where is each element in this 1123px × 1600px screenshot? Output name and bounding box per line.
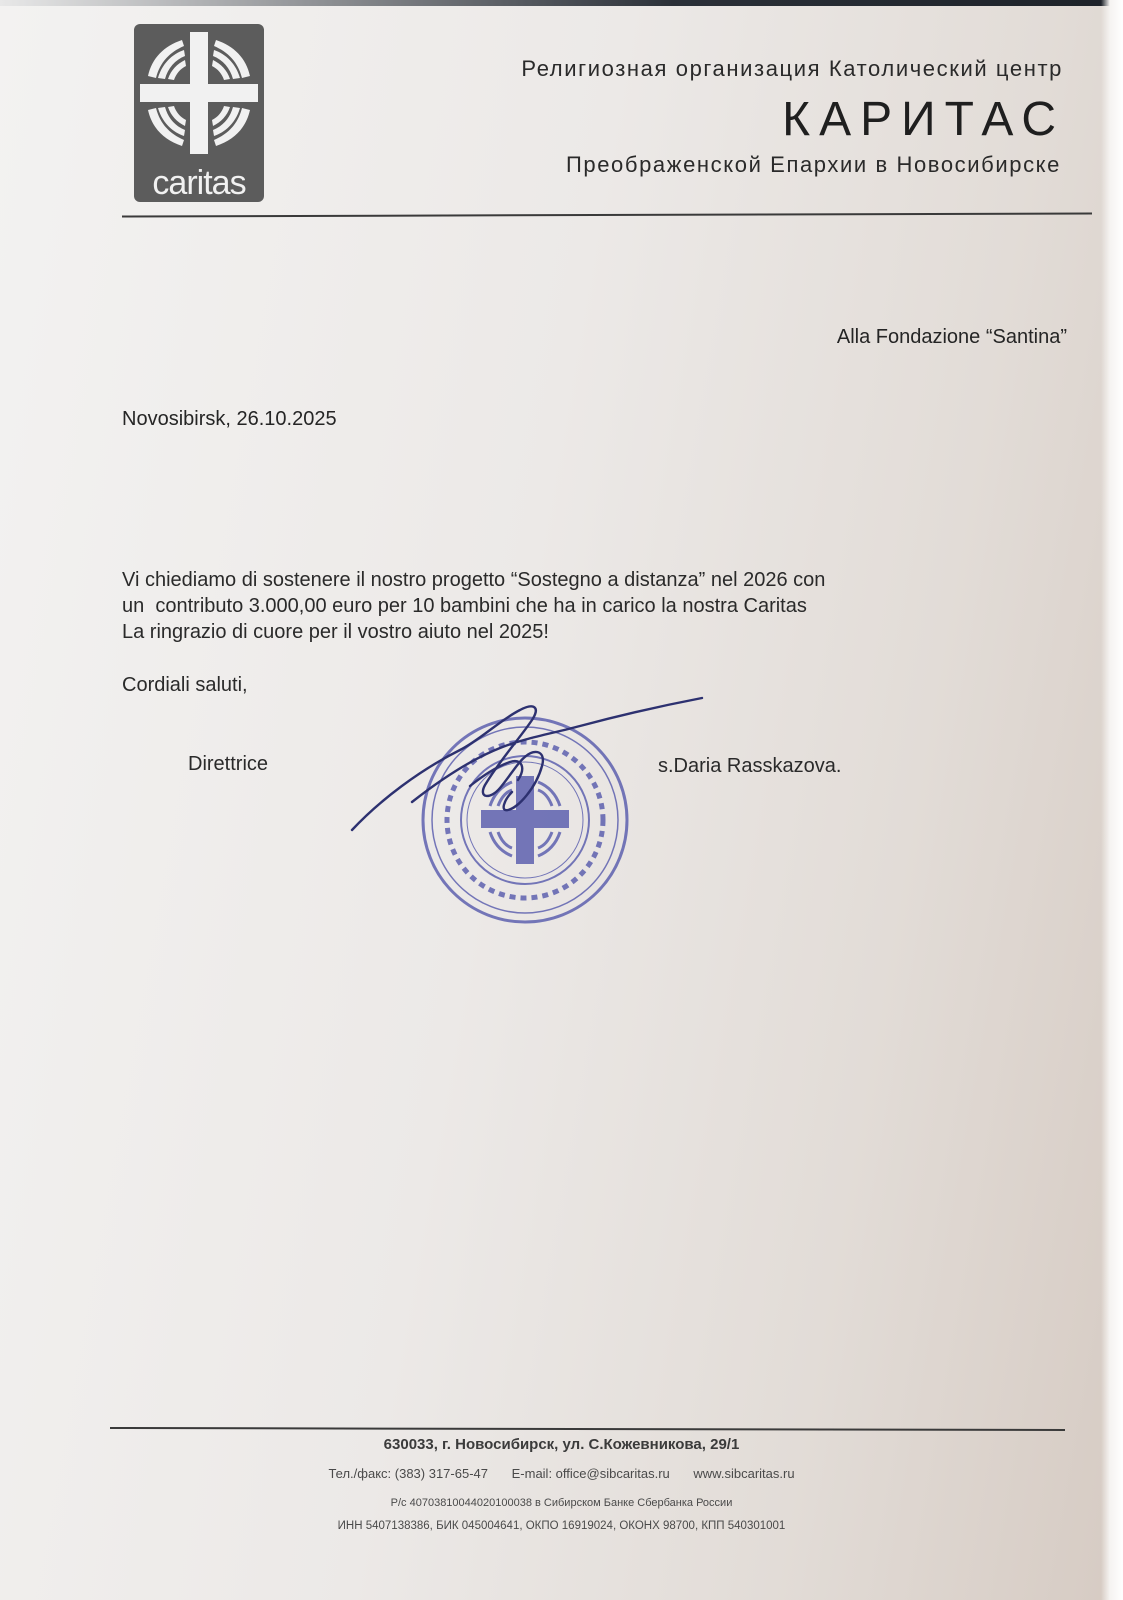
letter-date: Novosibirsk, 26.10.2025 — [122, 408, 337, 430]
seal-stamp — [350, 690, 720, 940]
letter-body — [122, 567, 825, 645]
footer-email: E-mail: office@sibcaritas.ru — [511, 1466, 670, 1481]
caritas-cross-icon — [134, 24, 264, 164]
organization-type: Религиозная организация Католический центр — [521, 56, 1063, 81]
footer-phone: Тел./факс: (383) 317-65-47 — [328, 1466, 488, 1481]
body-line: Vi chiediamo di sostenere il nostro progetto “Sostegno a distanza” nel 2026 con — [122, 569, 826, 591]
footer-registration-ids: ИНН 5407138386, БИК 045004641, ОКПО 16919024, ОКОНХ 98700, КПП 540301001 — [337, 1520, 786, 1532]
header-divider — [122, 212, 1092, 217]
footer-bank-account: Р/с 40703810044020100038 в Сибирском Банке Сбербанка России — [390, 1497, 733, 1509]
body-line: La ringrazio di cuore per il vostro aiuto nel 2025! — [122, 621, 549, 643]
footer-address: 630033, г. Новосибирск, ул. С.Кожевникова, 29/1 — [383, 1436, 740, 1453]
letter-recipient: Alla Fondazione “Santina” — [836, 326, 1067, 348]
photo-edge-shadow — [0, 0, 1123, 6]
paper-edge-highlight — [1101, 0, 1123, 1600]
footer-website: www.sibcaritas.ru — [693, 1466, 795, 1481]
letter-closing: Cordiali saluti, — [122, 674, 248, 696]
footer-divider — [110, 1427, 1065, 1431]
signer-role: Direttrice — [188, 753, 269, 775]
organization-name: КАРИТАС — [782, 93, 1065, 146]
body-line: un contributo 3.000,00 euro per 10 bambini che ha in carico la nostra Caritas — [122, 595, 807, 617]
organization-diocese: Преображенской Епархии в Новосибирске — [565, 152, 1061, 177]
signer-name: s.Daria Rasskazova. — [658, 755, 842, 777]
caritas-logo — [134, 24, 264, 202]
footer-contacts — [0, 1466, 1123, 1481]
logo-wordmark: caritas — [152, 164, 246, 202]
